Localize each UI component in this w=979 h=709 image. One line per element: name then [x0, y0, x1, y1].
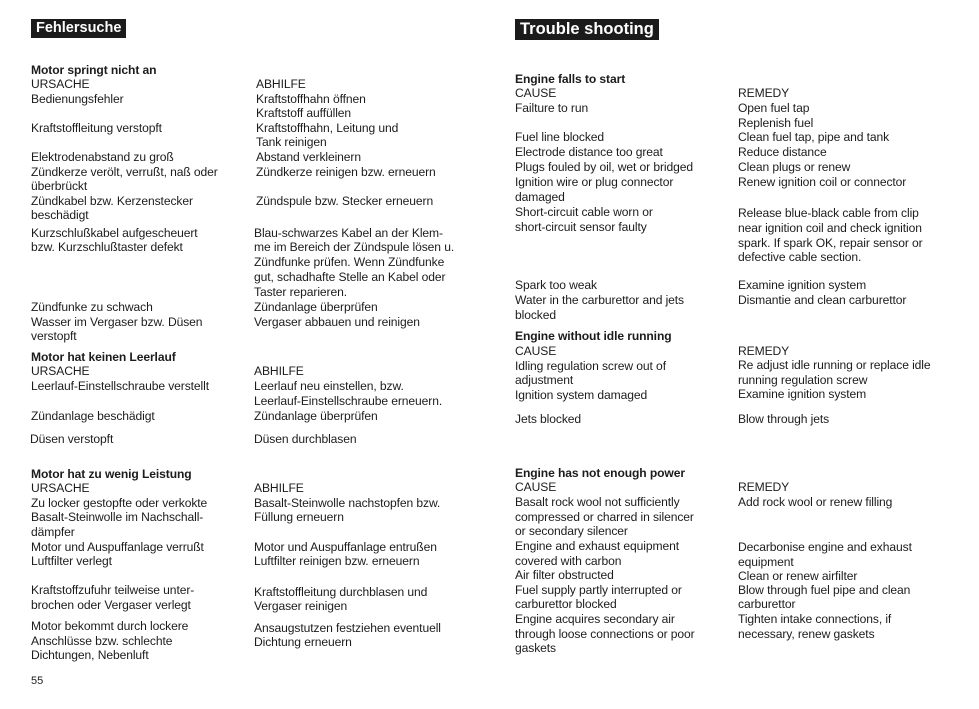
cause-text: Zündanlage beschädigt [31, 409, 155, 423]
cause-text: Electrode distance too great [515, 145, 663, 159]
remedy-text: Vergaser reinigen [254, 599, 348, 613]
cause-text: verstopft [31, 329, 77, 343]
remedy-text: Dichtung erneuern [254, 635, 352, 649]
cause-text: Kurzschlußkabel aufgescheuert [31, 226, 198, 240]
cause-text: Zündkabel bzw. Kerzenstecker [31, 194, 193, 208]
remedy-text: Kraftstoffleitung durchblasen und [254, 585, 428, 599]
remedy-text: necessary, renew gaskets [738, 627, 875, 641]
remedy-text: Zündspule bzw. Stecker erneuern [256, 194, 434, 208]
cause-text: Dichtungen, Nebenluft [31, 648, 149, 662]
cause-label: URSACHE [31, 481, 90, 495]
remedy-text: Replenish fuel [738, 116, 814, 130]
cause-text: Zu locker gestopfte oder verkokte [31, 496, 208, 510]
cause-text: carburettor blocked [515, 597, 617, 611]
section-heading: Motor hat zu wenig Leistung [31, 467, 192, 481]
remedy-text: gut, schadhafte Stelle an Kabel oder [254, 270, 446, 284]
remedy-text: Zündkerze reinigen bzw. erneuern [256, 165, 436, 179]
remedy-text: Zündfunke prüfen. Wenn Zündfunke [254, 255, 445, 269]
cause-text: Idling regulation screw out of [515, 359, 666, 373]
cause-text: adjustment [515, 373, 574, 387]
cause-text: Wasser im Vergaser bzw. Düsen [31, 315, 203, 329]
page-number: 55 [31, 675, 44, 687]
remedy-text: Blow through fuel pipe and clean [738, 583, 911, 597]
cause-text: Failture to run [515, 101, 589, 115]
cause-text: Water in the carburettor and jets [515, 293, 685, 307]
section-heading: Engine has not enough power [515, 466, 685, 480]
remedy-text: defective cable section. [738, 250, 862, 264]
cause-text: Bedienungsfehler [31, 92, 124, 106]
remedy-text: Leerlauf-Einstellschraube erneuern. [254, 394, 443, 408]
remedy-text: Tank reinigen [256, 135, 327, 149]
cause-text: Kraftstoffleitung verstopft [31, 121, 162, 135]
remedy-text: Taster reparieren. [254, 285, 347, 299]
cause-text: short-circuit sensor faulty [515, 220, 647, 234]
remedy-text: Blow through jets [738, 412, 830, 426]
remedy-label: REMEDY [738, 480, 790, 494]
remedy-text: Re adjust idle running or replace idle [738, 358, 931, 372]
remedy-text: Clean plugs or renew [738, 160, 851, 174]
cause-text: Ignition wire or plug connector [515, 175, 674, 189]
remedy-text: Clean or renew airfilter [738, 569, 858, 583]
cause-text: Motor und Auspuffanlage verrußt [31, 540, 204, 554]
cause-text: or secondary silencer [515, 524, 628, 538]
remedy-text: running regulation screw [738, 373, 868, 387]
cause-text: gaskets [515, 641, 556, 655]
remedy-text: Motor und Auspuffanlage entrußen [254, 540, 437, 554]
remedy-text: Kraftstoff auffüllen [256, 106, 352, 120]
cause-text: Plugs fouled by oil, wet or bridged [515, 160, 694, 174]
cause-label: CAUSE [515, 344, 557, 358]
remedy-label: REMEDY [738, 344, 790, 358]
english-title: Trouble shooting [515, 19, 659, 40]
remedy-label: ABHILFE [254, 364, 304, 378]
remedy-label: REMEDY [738, 86, 790, 100]
remedy-text: Clean fuel tap, pipe and tank [738, 130, 890, 144]
cause-text: Düsen verstopft [30, 432, 114, 446]
cause-text: bzw. Kurzschlußtaster defekt [31, 240, 183, 254]
cause-text: Spark too weak [515, 278, 597, 292]
remedy-text: Tighten intake connections, if [738, 612, 892, 626]
cause-text: Engine acquires secondary air [515, 612, 675, 626]
cause-label: CAUSE [515, 480, 557, 494]
remedy-text: spark. If spark OK, repair sensor or [738, 236, 923, 250]
remedy-text: Decarbonise engine and exhaust [738, 540, 912, 554]
remedy-text: Examine ignition system [738, 278, 867, 292]
remedy-text: Add rock wool or renew filling [738, 495, 893, 509]
cause-text: Anschlüsse bzw. schlechte [31, 634, 173, 648]
remedy-text: equipment [738, 555, 794, 569]
remedy-text: Release blue-black cable from clip [738, 206, 919, 220]
section-heading: Motor springt nicht an [31, 63, 157, 77]
cause-text: Engine and exhaust equipment [515, 539, 679, 553]
cause-text: Kraftstoffzufuhr teilweise unter- [31, 583, 195, 597]
remedy-text: Leerlauf neu einstellen, bzw. [254, 379, 404, 393]
remedy-text: Reduce distance [738, 145, 827, 159]
german-title: Fehlersuche [31, 19, 126, 38]
remedy-text: Basalt-Steinwolle nachstopfen bzw. [254, 496, 441, 510]
cause-text: covered with carbon [515, 554, 622, 568]
remedy-text: Zündanlage überprüfen [254, 409, 378, 423]
remedy-label: ABHILFE [254, 481, 304, 495]
remedy-text: Ansaugstutzen festziehen eventuell [254, 621, 441, 635]
remedy-text: Luftfilter reinigen bzw. erneuern [254, 554, 420, 568]
cause-label: URSACHE [31, 364, 90, 378]
remedy-text: Examine ignition system [738, 387, 867, 401]
cause-text: brochen oder Vergaser verlegt [31, 598, 191, 612]
remedy-text: Dismantie and clean carburettor [738, 293, 907, 307]
remedy-text: Abstand verkleinern [256, 150, 361, 164]
remedy-text: Füllung erneuern [254, 510, 344, 524]
section-heading: Engine without idle running [515, 329, 672, 343]
cause-text: through loose connections or poor [515, 627, 695, 641]
remedy-text: carburettor [738, 597, 796, 611]
cause-text: damaged [515, 190, 565, 204]
cause-text: Ignition system damaged [515, 388, 648, 402]
remedy-text: Renew ignition coil or connector [738, 175, 907, 189]
cause-text: Jets blocked [515, 412, 582, 426]
cause-text: Basalt rock wool not sufficiently [515, 495, 680, 509]
cause-text: Leerlauf-Einstellschraube verstellt [31, 379, 209, 393]
cause-text: Luftfilter verlegt [31, 554, 112, 568]
cause-text: compressed or charred in silencer [515, 510, 694, 524]
cause-label: CAUSE [515, 86, 557, 100]
cause-text: blocked [515, 308, 556, 322]
cause-text: Zündfunke zu schwach [31, 300, 153, 314]
cause-text: Short-circuit cable worn or [515, 205, 653, 219]
cause-text: Air filter obstructed [515, 568, 614, 582]
cause-text: beschädigt [31, 208, 89, 222]
remedy-text: near ignition coil and check ignition [738, 221, 922, 235]
cause-label: URSACHE [31, 77, 90, 91]
cause-text: Elektrodenabstand zu groß [31, 150, 174, 164]
remedy-text: Blau-schwarzes Kabel an der Klem- [254, 226, 443, 240]
section-heading: Motor hat keinen Leerlauf [31, 350, 176, 364]
cause-text: Basalt-Steinwolle im Nachschall- [31, 510, 204, 524]
cause-text: Fuel line blocked [515, 130, 605, 144]
cause-text: Zündkerze verölt, verrußt, naß oder [31, 165, 218, 179]
remedy-text: Kraftstoffhahn öffnen [256, 92, 366, 106]
remedy-label: ABHILFE [256, 77, 306, 91]
remedy-text: Open fuel tap [738, 101, 810, 115]
remedy-text: Düsen durchblasen [254, 432, 357, 446]
section-heading: Engine falls to start [515, 72, 626, 86]
cause-text: Motor bekommt durch lockere [31, 619, 189, 633]
english-page [490, 0, 979, 709]
remedy-text: Kraftstoffhahn, Leitung und [256, 121, 399, 135]
cause-text: überbrückt [31, 179, 88, 193]
remedy-text: Vergaser abbauen und reinigen [254, 315, 420, 329]
cause-text: Fuel supply partly interrupted or [515, 583, 682, 597]
cause-text: dämpfer [31, 525, 75, 539]
remedy-text: Zündanlage überprüfen [254, 300, 378, 314]
remedy-text: me im Bereich der Zündspule lösen u. [254, 240, 455, 254]
